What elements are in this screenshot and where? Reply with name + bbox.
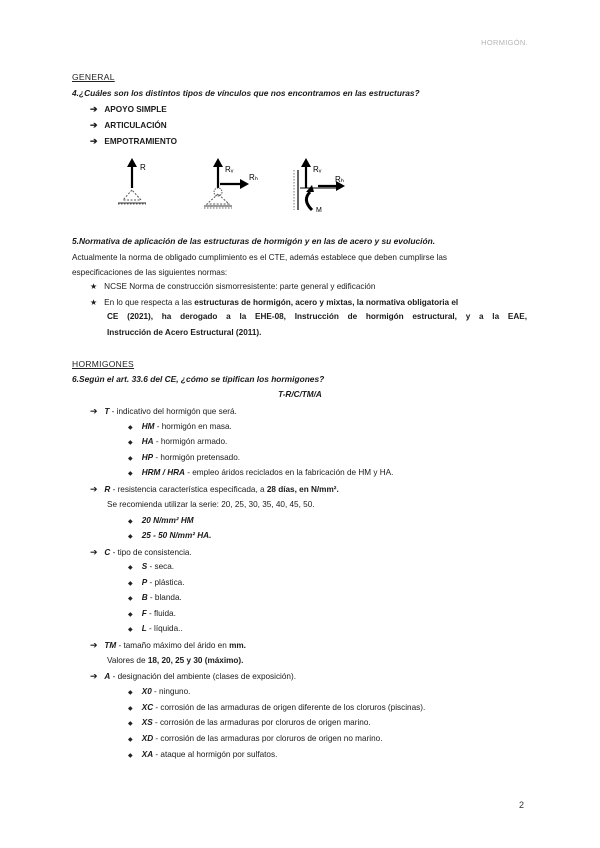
arrow-icon: ➔ [90,671,98,681]
r-item: ◆ 20 N/mm² HM [128,516,194,525]
star-icon: ★ [90,282,98,291]
r-note: Se recomienda utilizar la serie: 20, 25, 30, 35, 40, 45, 50. [107,500,315,509]
section-heading-hormigones: HORMIGONES [72,359,135,369]
section-heading-general: GENERAL [72,72,115,82]
tm-note: Valores de 18, 20, 25 y 30 (máximo). [107,656,244,665]
diamond-icon: ◆ [128,753,133,759]
diamond-icon: ◆ [128,596,133,602]
diamond-icon: ◆ [128,425,133,431]
diamond-icon: ◆ [128,456,133,462]
svg-text:Rₕ: Rₕ [249,173,259,182]
t-item: ◆ HRM / HRA - empleo áridos reciclados en la fabricación de HM y HA. [128,468,394,477]
question-6: 6.Según el art. 33.6 del CE, ¿cómo se tipifican los hormigones? [72,374,325,384]
paragraph-5-line-2: especificaciones de las siguientes normas: [72,268,228,277]
arrow-icon: ➔ [90,120,98,130]
c-item: ◆ L - líquida.. [128,624,183,633]
link-type-2: ➔ ARTICULACIÓN [90,120,167,130]
svg-text:R: R [140,163,146,172]
param-r: ➔ R - resistencia característica especificada, a 28 días, en N/mm². [90,484,339,494]
arrow-icon: ➔ [90,104,98,114]
diamond-icon: ◆ [128,612,133,618]
param-a: ➔ A - designación del ambiente (clases de exposición). [90,671,296,681]
paragraph-5-line-1: Actualmente la norma de obligado cumplimiento es el CTE, además establece que deben cumplirse las [72,253,448,262]
a-item: ◆ XC - corrosión de las armaduras de origen diferente de los cloruros (piscinas). [128,703,426,712]
question-4: 4.¿Cuáles son los distintos tipos de vínculos que nos encontramos en las estructuras? [72,88,420,98]
param-c: ➔ C - tipo de consistencia. [90,547,192,557]
formula: T-R/C/TM/A [278,390,322,399]
c-item: ◆ B - blanda. [128,593,182,602]
param-tm: ➔ TM - tamaño máximo del árido en mm. [90,640,246,650]
arrow-icon: ➔ [90,406,98,416]
diamond-icon: ◆ [128,519,133,525]
arrow-icon: ➔ [90,484,98,494]
c-item: ◆ S - seca. [128,562,175,571]
diamond-icon: ◆ [128,737,133,743]
diamond-icon: ◆ [128,534,133,540]
arrow-icon: ➔ [90,136,98,146]
t-item: ◆ HM - hormigón en masa. [128,422,232,431]
svg-text:Rᵥ: Rᵥ [225,165,234,174]
diamond-icon: ◆ [128,706,133,712]
star-item-2-line-2: CE (2021), ha derogado a la EHE-08, Instrucción de hormigón estructural, y a la EAE, [107,312,527,321]
t-item: ◆ HP - hormigón pretensado. [128,453,241,462]
diamond-icon: ◆ [128,565,133,571]
diamond-icon: ◆ [128,627,133,633]
star-icon: ★ [90,298,98,307]
a-item: ◆ XS - corrosión de las armaduras por cloruros de origen marino. [128,718,371,727]
support-diagrams [112,152,362,218]
star-item-2: ★ En lo que respecta a las estructuras de hormigón, acero y mixtas, la normativa obligatoria el [90,298,459,307]
t-item: ◆ HA - hormigón armado. [128,437,228,446]
fixed-support-diagram [294,158,345,214]
r-item: ◆ 25 - 50 N/mm² HA. [128,531,212,540]
c-item: ◆ P - plástica. [128,578,185,587]
a-item: ◆ XA - ataque al hormigón por sulfatos. [128,750,278,759]
svg-text:M: M [316,207,322,214]
a-item: ◆ X0 - ninguno. [128,687,191,696]
svg-text:Rₕ: Rₕ [335,175,345,184]
arrow-icon: ➔ [90,640,98,650]
diamond-icon: ◆ [128,581,133,587]
svg-text:Rᵥ: Rᵥ [313,165,322,174]
diamond-icon: ◆ [128,721,133,727]
star-item-2-line-3: Instrucción de Acero Estructural (2011). [107,328,262,337]
page-header: HORMIGÓN. [481,38,528,47]
param-t: ➔ T - indicativo del hormigón que será. [90,406,237,416]
diamond-icon: ◆ [128,471,133,477]
page-number: 2 [518,800,524,810]
roller-support-diagram [118,158,146,204]
link-type-3: ➔ EMPOTRAMIENTO [90,136,178,146]
link-type-1: ➔ APOYO SIMPLE [90,104,167,114]
a-item: ◆ XD - corrosión de las armaduras por cloruros de origen no marino. [128,734,383,743]
pin-support-diagram [204,158,258,208]
diamond-icon: ◆ [128,690,133,696]
diamond-icon: ◆ [128,440,133,446]
c-item: ◆ F - fluida. [128,609,176,618]
star-item-1: ★ NCSE Norma de construcción sismorresistente: parte general y edificación [90,282,376,291]
arrow-icon: ➔ [90,547,98,557]
question-5: 5.Normativa de aplicación de las estructuras de hormigón y en las de acero y su evolución. [72,236,436,246]
